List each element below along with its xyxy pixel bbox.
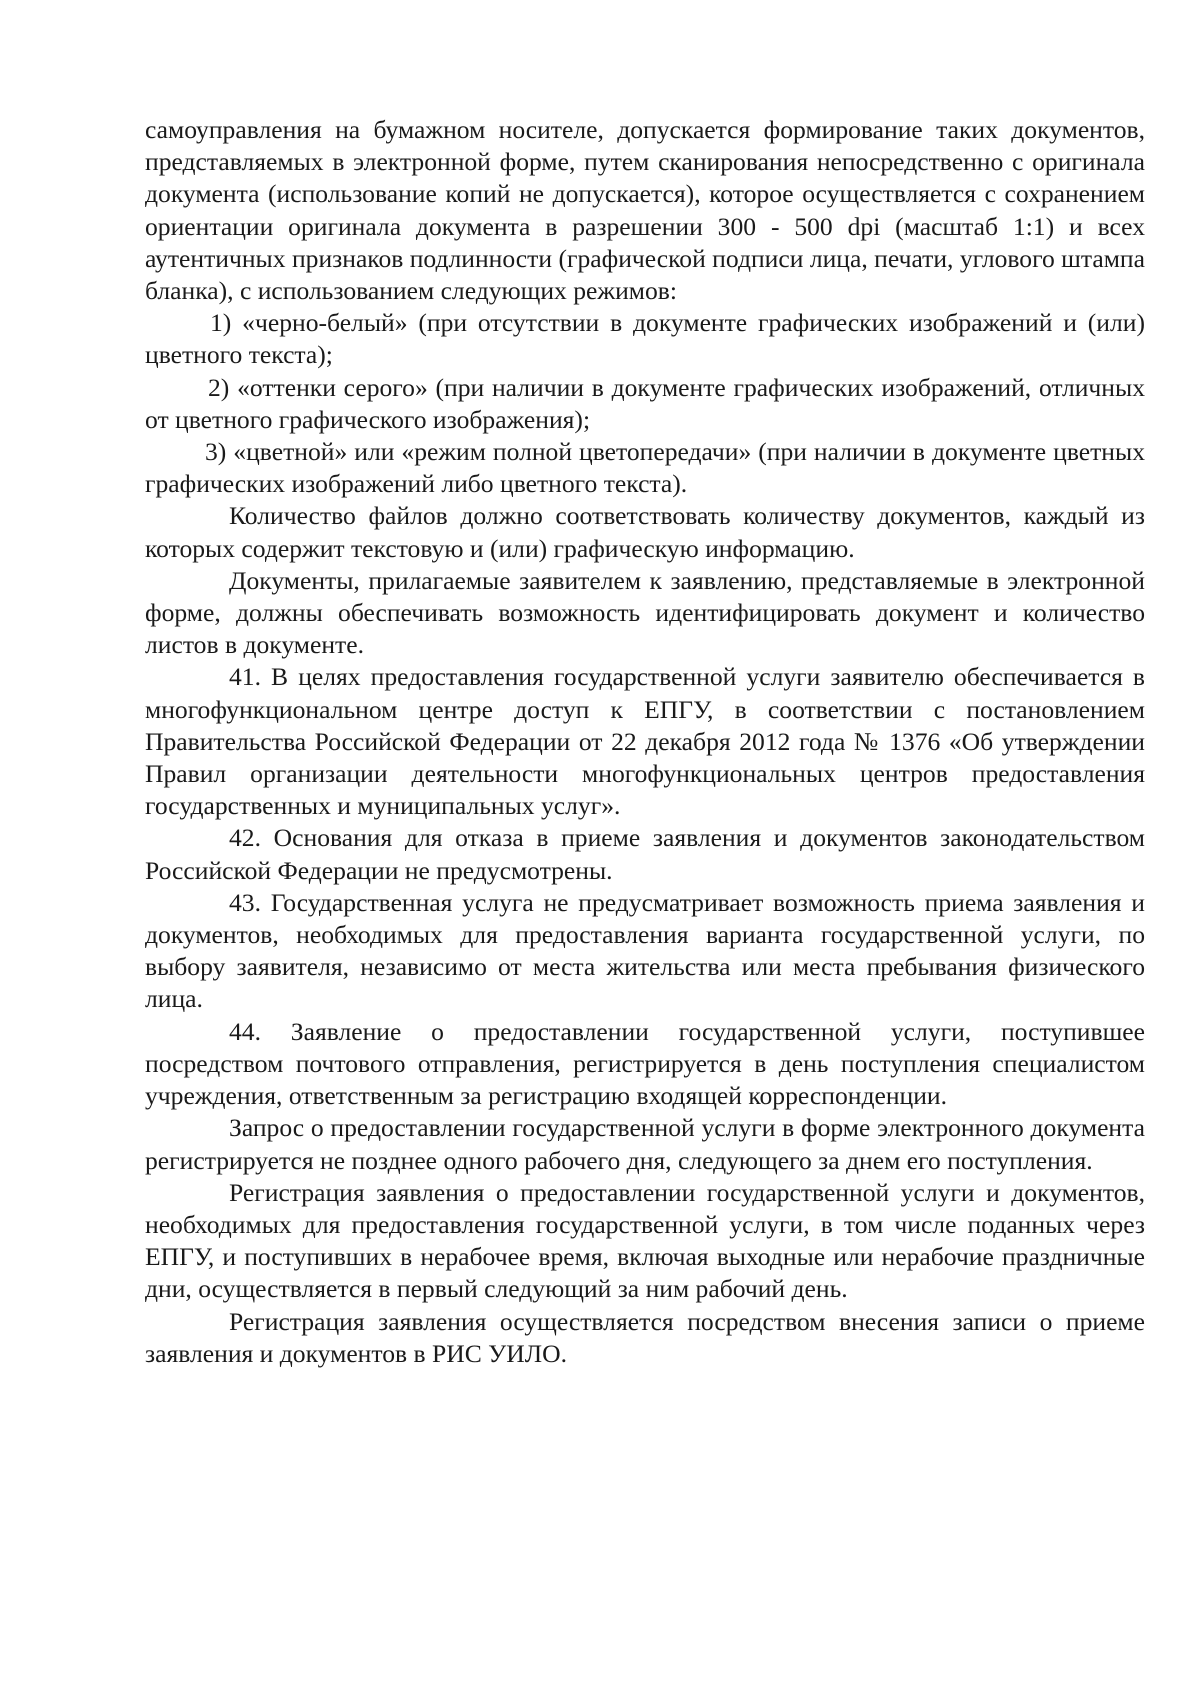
paragraph-registration-record: Регистрация заявления осуществляется посредством внесения записи о приеме заявления и документов в РИС УИЛО. [145, 1306, 1145, 1368]
paragraph-file-count: Количество файлов должно соответствовать количеству документов, каждый из которых содержит текстовую и (или) графическую информацию. [145, 501, 1145, 563]
paragraph-scanning-rules: самоуправления на бумажном носителе, допускается формирование таких документов, представляемых в электронной форме, путем сканирования непосредственно с оригинала документа (использование копий не допускается), которое осуществляется с сохранением ориентации оригинала документа в разрешении 300 - 500 dpi (масштаб 1:1) и всех аутентичных признаков подлинности (графической подписи лица, печати, углового штампа бланка), с использованием следующих режимов: [145, 115, 1145, 306]
paragraph-electronic-request: Запрос о предоставлении государственной услуги в форме электронного документа регистрируется не позднее одного рабочего дня, следующего за днем его поступления. [145, 1113, 1145, 1175]
document-page [145, 114, 1145, 1370]
list-item-color: 3) «цветной» или «режим полной цветопередачи» (при наличии в документе цветных графических изображений либо цветного текста). [145, 437, 1145, 499]
paragraph-43: 43. Государственная услуга не предусматривает возможность приема заявления и документов, необходимых для предоставления варианта государственной услуги, по выбору заявителя, независимо от места жительства или места пребывания физического лица. [145, 887, 1145, 1014]
paragraph-registration-timing: Регистрация заявления о предоставлении государственной услуги и документов, необходимых для предоставления государственной услуги, в том числе поданных через ЕПГУ, и поступивших в нерабочее время, включая выходные или нерабочие праздничные дни, осуществляется в первый следующий за ним рабочий день. [145, 1177, 1145, 1304]
list-item-black-white: 1) «черно-белый» (при отсутствии в документе графических изображений и (или) цветного текста); [145, 308, 1145, 370]
paragraph-42: 42. Основания для отказа в приеме заявления и документов законодательством Российской Федерации не предусмотрены. [145, 823, 1145, 885]
paragraph-44: 44. Заявление о предоставлении государственной услуги, поступившее посредством почтового отправления, регистрируется в день поступления специалистом учреждения, ответственным за регистрацию входящей корреспонденции. [145, 1016, 1145, 1111]
paragraph-attached-documents: Документы, прилагаемые заявителем к заявлению, представляемые в электронной форме, должны обеспечивать возможность идентифицировать документ и количество листов в документе. [145, 565, 1145, 660]
paragraph-41: 41. В целях предоставления государственной услуги заявителю обеспечивается в многофункциональном центре доступ к ЕПГУ, в соответствии с постановлением Правительства Российской Федерации от 22 декабря 2012 года № 1376 «Об утверждении Правил организации деятельности многофункциональных центров предоставления государственных и муниципальных услуг». [145, 662, 1145, 821]
list-item-grayscale: 2) «оттенки серого» (при наличии в документе графических изображений, отличных от цветного графического изображения); [145, 372, 1145, 434]
